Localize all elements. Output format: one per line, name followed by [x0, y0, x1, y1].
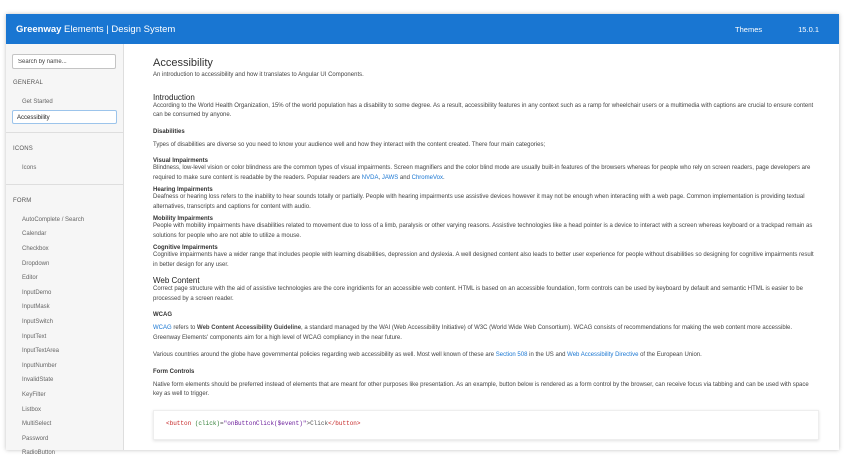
wcag-bold: Web Content Accessibility Guideline — [197, 325, 302, 331]
sidebar-section-title: GENERAL — [13, 80, 44, 86]
visual-and: and — [398, 174, 412, 181]
page-subtitle: An introduction to accessibility and how it translates to Angular UI Components. — [153, 72, 364, 78]
sidebar-item-editor[interactable]: Editor — [22, 275, 38, 282]
disabilities-text: Types of disabilities are diverse so you need to know your audience well and how they interact with the content created. There four main categories; — [153, 141, 546, 148]
sidebar-item-inputswitch[interactable]: InputSwitch — [22, 318, 54, 325]
sidebar-item-autocomplete-search[interactable]: AutoComplete / Search — [22, 216, 85, 223]
sidebar-nav — [6, 77, 123, 461]
disabilities-heading: Disabilities — [153, 128, 185, 135]
cognitive-heading: Cognitive Impairments — [153, 245, 218, 251]
section-508-link[interactable]: Section 508 — [495, 352, 528, 358]
main-content — [153, 44, 819, 450]
sidebar-item-inputdemo[interactable]: InputDemo — [22, 289, 52, 296]
brand-rest: Elements | Design System — [61, 23, 176, 35]
sidebar-item-dropdown[interactable]: Dropdown — [22, 260, 50, 267]
code-text: Click — [310, 419, 329, 427]
chromevox-link[interactable]: ChromeVox — [411, 174, 443, 181]
formcontrols-text: Native form elements should be preferred instead of elements that are meant for other purposes like presentation. As an example, button below is rendered as a form control by the browser, can receive focus via tabbing and can be used with space key as well to trigger. — [153, 381, 809, 397]
visual-text — [153, 164, 819, 183]
sidebar-item-radiobutton[interactable]: RadioButton — [22, 450, 56, 457]
visual-end: . — [442, 174, 445, 181]
wcag-heading: WCAG — [153, 312, 172, 318]
visual-heading: Visual Impairments — [153, 158, 208, 164]
sidebar-divider — [6, 184, 123, 185]
themes-menu[interactable]: Themes — [735, 24, 763, 34]
sidebar-item-inputtextarea[interactable]: InputTextArea — [22, 348, 60, 355]
sidebar-section-title: FORM — [13, 197, 32, 204]
nvda-link[interactable]: NVDA — [361, 174, 379, 181]
policy-text — [153, 351, 819, 361]
sidebar-item-checkbox[interactable]: Checkbox — [22, 245, 49, 252]
sidebar-item-inputtext[interactable]: InputText — [22, 333, 47, 340]
sidebar-item-inputmask[interactable]: InputMask — [22, 304, 50, 311]
sidebar-item-accessibility[interactable]: Accessibility — [12, 110, 117, 125]
code-string: "onButtonClick($event)" — [223, 419, 307, 427]
sidebar-item-inputnumber[interactable]: InputNumber — [22, 362, 57, 369]
sidebar-item-password[interactable]: Password — [22, 435, 49, 442]
code-close-tag: </button> — [328, 419, 361, 427]
sidebar-item-invalidstate[interactable]: InvalidState — [22, 377, 54, 384]
hearing-text: Deafness or hearing loss refers to the inability to hear sounds totally or partially. People with hearing impairments use assistive devices however it may not be enough when interacting with a web page. Common implementation is providing textual alternatives, transcripts and captions for content with audio. — [153, 194, 805, 210]
sidebar-item-icons[interactable]: Icons — [22, 165, 37, 172]
brand-bold: Greenway — [16, 23, 62, 35]
hearing-heading: Hearing Impairments — [153, 187, 213, 193]
sidebar-item-calendar[interactable]: Calendar — [22, 231, 47, 238]
visual-text-body: Blindness, low-level vision or color blindness are the common types of visual impairments. Screen magnifiers and the color blind mode are usually built-in features of the browsers whereas for people who rely on screen readers, page developers are required to make sure content is readable by the readers. Popular readers are — [153, 165, 811, 181]
sidebar — [6, 44, 124, 457]
mobility-text: People with mobility impairments have disabilities related to movement due to loss of a limb, paralysis or other varying reasons. Assistive technologies like a head pointer is a device to interact with a screen whereas keyboard or a trackpad remain as solutions for people who are not able to utilize a mouse. — [153, 223, 813, 239]
wcag-text-a: refers to — [171, 325, 198, 331]
wcag-text — [153, 324, 819, 343]
visual-sep: , — [378, 174, 382, 181]
app-window — [6, 14, 839, 457]
policy-text-c: of the European Union. — [638, 352, 702, 358]
intro-text: According to the World Health Organization, 15% of the world population has a disability to some degree. As a result, accessibility features in any context such as a ramp for wheelchair users or a multimedia with captions are crucial to ensure content can be consumed by anyone. — [153, 102, 814, 118]
code-open-tag: <button — [166, 419, 192, 427]
policy-text-a: Various countries around the globe have governmental policies regarding web accessibility as well. Most well known of these are — [153, 352, 496, 358]
page-title: Accessibility — [153, 57, 213, 69]
code-eq: = — [220, 419, 224, 427]
code-gt: > — [306, 419, 311, 427]
formcontrols-heading: Form Controls — [153, 368, 195, 375]
version-label[interactable]: 15.0.1 — [798, 24, 819, 34]
cognitive-text: Cognitive impairments have a wider range that includes people with learning disabilities, depression and dyslexia. A well designed content also leads to better user experience for people without disabilities so designing for cognitive impairments result in better design for any user. — [153, 252, 814, 268]
brand-title[interactable] — [16, 24, 175, 35]
top-bar — [6, 14, 839, 44]
webcontent-heading: Web Content — [153, 276, 200, 285]
intro-heading: Introduction — [153, 92, 195, 102]
code-block — [153, 410, 819, 440]
mobility-heading: Mobility Impairments — [153, 216, 214, 222]
sidebar-divider — [6, 132, 123, 133]
sidebar-item-get-started[interactable]: Get Started — [22, 99, 53, 105]
sidebar-item-keyfilter[interactable]: KeyFilter — [22, 391, 46, 398]
wcag-link[interactable]: WCAG — [153, 325, 172, 331]
policy-text-b: in the US and — [527, 352, 568, 358]
wcag-text-b: , a standard managed by the WAI (Web Accessibility Initiative) of W3C (World Wide Web Consortium). WCAG consists of recommendations for making the web content more accessible. Greenway Elements' components aim for a high level of WCAG compliancy in the near future. — [153, 325, 793, 341]
jaws-link[interactable]: JAWS — [381, 174, 399, 181]
sidebar-item-listbox[interactable]: Listbox — [22, 406, 42, 413]
sidebar-section-title: ICONS — [13, 146, 34, 153]
web-accessibility-directive-link[interactable]: Web Accessibility Directive — [567, 352, 639, 358]
search-input[interactable] — [12, 54, 116, 69]
sidebar-item-multiselect[interactable]: MultiSelect — [22, 421, 52, 428]
code-attr: (click) — [191, 419, 221, 427]
webcontent-text: Correct page structure with the aid of assistive technologies are the core ingridients for an accessible web content. HTML is based on an accessible foundation, form controls can be used by keyboard by default and semantic HTML is easier to be processed by a screen reader. — [153, 286, 803, 302]
